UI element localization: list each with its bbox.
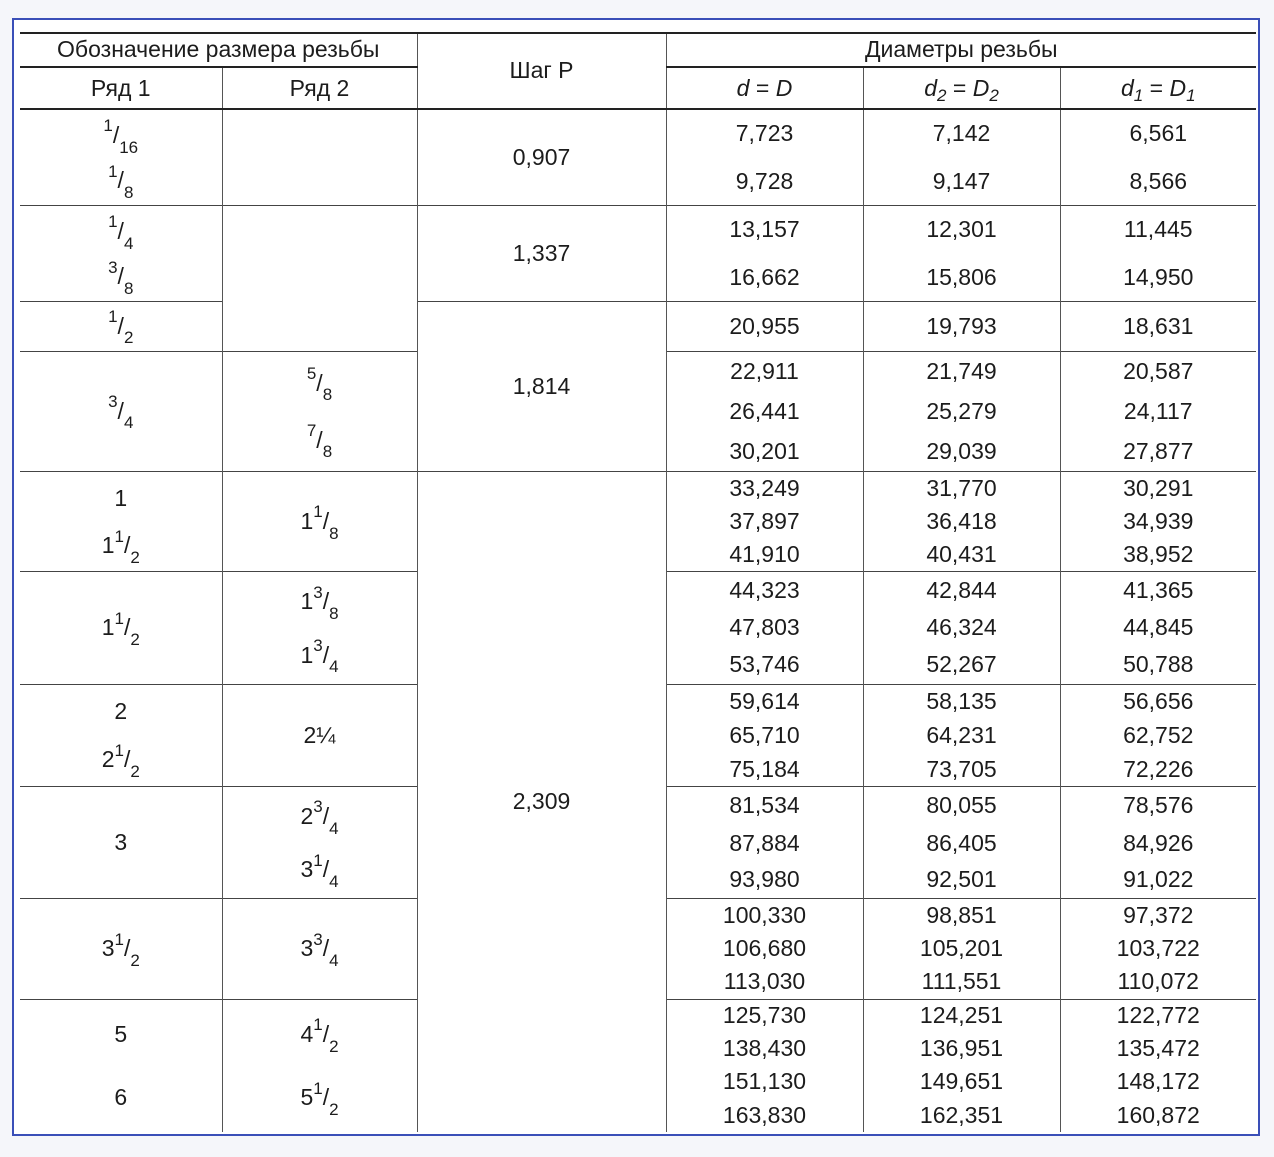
cell-d1: 38,952	[1123, 540, 1194, 567]
thread-table	[20, 32, 1256, 1132]
pitch-cell: 2,309	[417, 472, 666, 1132]
cell-d2: 80,055	[863, 787, 1060, 825]
row1-cell	[20, 206, 222, 302]
cell-d2: 73,705	[863, 752, 1060, 786]
row2-cell	[222, 572, 417, 684]
cell-d1: 27,877	[1123, 437, 1194, 464]
cell-d: 125,730	[666, 999, 863, 1032]
pitch-cell: 1,814	[417, 302, 666, 472]
cell-d2: 46,324	[863, 609, 1060, 646]
row2-cell	[222, 351, 417, 471]
row1-cell: 5 6	[20, 999, 222, 1132]
cell-d: 41,910	[666, 538, 863, 572]
cell-d: 163,830	[666, 1099, 863, 1132]
cell-d1: 103,722	[1116, 934, 1200, 961]
cell-d: 30,201	[666, 431, 863, 471]
cell-d1: 41,365	[1060, 572, 1256, 609]
cell-d1: 91,022	[1123, 866, 1194, 893]
cell-d2: 124,251	[863, 999, 1060, 1032]
row1-cell	[20, 109, 222, 205]
fraction: $2^1/_2$	[101, 740, 140, 781]
d2-eq-D2-header: $d_2 = D_2$	[863, 67, 1060, 109]
cell-d: 81,534	[666, 787, 863, 825]
cell-d1: 6,561	[1060, 109, 1256, 157]
cell-d: 138,430	[666, 1032, 863, 1065]
fraction: $1^1/_2$	[101, 608, 140, 649]
cell-d1: 62,752	[1123, 721, 1194, 748]
row2-cell	[222, 999, 417, 1132]
cell-d2: 64,231	[863, 718, 1060, 752]
cell-d: 113,030	[666, 965, 863, 999]
table-row	[20, 109, 1256, 157]
row1-cell: 3	[20, 787, 222, 899]
cell-d2: 9,147	[863, 157, 1060, 205]
row2-header: Ряд 2	[222, 67, 417, 109]
pitch-cell: 1,337	[417, 206, 666, 302]
cell-d2: 105,201	[863, 932, 1060, 965]
fraction: $3^1/_4$	[300, 850, 339, 891]
table-row	[20, 302, 1256, 351]
table-row	[20, 206, 1256, 254]
cell-d1: 56,656	[1060, 684, 1256, 718]
fraction: $1^3/_8$	[300, 582, 339, 623]
cell-d: 22,911	[666, 351, 863, 391]
row1-cell: 1 $1^1/_2$	[20, 472, 222, 572]
fraction: $1^1/_2$	[101, 526, 140, 567]
cell-d1: 30,291	[1060, 472, 1256, 505]
cell-d1: 20,587	[1060, 351, 1256, 391]
cell-d2: 111,551	[863, 965, 1060, 999]
cell-d: 33,249	[666, 472, 863, 505]
d-eq-D-header: d = D	[666, 67, 863, 109]
cell-d1: 72,226	[1123, 755, 1194, 782]
cell-d: 65,710	[666, 718, 863, 752]
row2-cell	[222, 899, 417, 999]
cell-d1: 160,872	[1116, 1101, 1200, 1128]
cell-d2: 86,405	[863, 825, 1060, 862]
fraction: $^1/_8$	[108, 161, 134, 202]
cell-d2: 162,351	[863, 1099, 1060, 1132]
row2-cell	[222, 109, 417, 205]
cell-d: 44,323	[666, 572, 863, 609]
cell-d2: 31,770	[863, 472, 1060, 505]
cell-d2: 52,267	[863, 646, 1060, 684]
fraction: $4^1/_2$	[300, 1015, 339, 1056]
cell-d1: 18,631	[1060, 302, 1256, 351]
cell-d1: 34,939	[1123, 507, 1194, 534]
cell-d: 7,723	[666, 109, 863, 157]
fraction: $^1/_{16}$	[103, 116, 139, 157]
d1-eq-D1-header: $d_1 = D_1$	[1060, 67, 1256, 109]
row1-cell: 2 $2^1/_2$	[20, 684, 222, 786]
cell-d2: 7,142	[863, 109, 1060, 157]
row2-cell	[222, 206, 417, 352]
cell-d: 53,746	[666, 646, 863, 684]
cell-d1: 135,472	[1116, 1035, 1200, 1062]
fraction: $^7/_8$	[306, 421, 333, 462]
cell-d: 93,980	[666, 862, 863, 899]
cell-d2: 12,301	[863, 206, 1060, 254]
cell-d2: 36,418	[863, 505, 1060, 538]
cell-d: 87,884	[666, 825, 863, 862]
row1-header: Ряд 1	[20, 67, 222, 109]
cell-d2: 40,431	[863, 538, 1060, 572]
cell-d2: 136,951	[863, 1032, 1060, 1065]
cell-d1: 24,117	[1123, 397, 1193, 424]
fraction: $3^1/_2$	[101, 929, 140, 971]
cell-d2: 149,651	[863, 1065, 1060, 1098]
row2-cell: 2¼	[222, 684, 417, 786]
cell-d: 151,130	[666, 1065, 863, 1098]
cell-d: 37,897	[666, 505, 863, 538]
fraction: $1^3/_4$	[300, 635, 339, 677]
cell-d1: 97,372	[1060, 899, 1256, 932]
cell-d1: 14,950	[1123, 263, 1194, 290]
row1-cell	[20, 351, 222, 471]
cell-d: 59,614	[666, 684, 863, 718]
row2-cell	[222, 472, 417, 572]
fraction: $1^1/_8$	[300, 502, 339, 543]
cell-d: 16,662	[666, 254, 863, 302]
row1-cell	[20, 899, 222, 999]
cell-d: 13,157	[666, 206, 863, 254]
cell-d: 9,728	[666, 157, 863, 205]
table-row	[20, 472, 1256, 505]
fraction: $2^3/_4$	[300, 797, 339, 838]
cell-d1: 78,576	[1060, 787, 1256, 825]
cell-d: 75,184	[666, 752, 863, 786]
designation-header: Обозначение размера резьбы	[20, 33, 417, 67]
cell-d1: 110,072	[1117, 968, 1199, 995]
cell-d: 26,441	[666, 391, 863, 431]
fraction: $5^1/_2$	[300, 1078, 339, 1120]
diameters-header: Диаметры резьбы	[666, 33, 1256, 67]
cell-d2: 25,279	[863, 391, 1060, 431]
cell-d1: 8,566	[1129, 167, 1188, 194]
cell-d1: 11,445	[1060, 206, 1256, 254]
cell-d: 100,330	[666, 899, 863, 932]
pitch-cell: 0,907	[417, 109, 666, 205]
cell-d: 20,955	[666, 302, 863, 351]
cell-d: 106,680	[666, 932, 863, 965]
cell-d2: 42,844	[863, 572, 1060, 609]
row2-cell	[222, 787, 417, 899]
cell-d2: 19,793	[863, 302, 1060, 351]
row1-cell	[20, 572, 222, 684]
fraction: $3^3/_4$	[300, 929, 339, 971]
cell-d1: 44,845	[1123, 613, 1194, 640]
fraction: $^1/_4$	[108, 212, 134, 253]
cell-d2: 29,039	[863, 431, 1060, 471]
fraction: $^1/_2$	[108, 307, 134, 348]
row1-cell	[20, 302, 222, 351]
cell-d: 47,803	[666, 609, 863, 646]
fraction: $^3/_4$	[108, 392, 134, 433]
cell-d1: 122,772	[1060, 999, 1256, 1032]
cell-d2: 92,501	[863, 862, 1060, 899]
cell-d1: 84,926	[1123, 829, 1194, 856]
cell-d1: 148,172	[1116, 1068, 1200, 1095]
pitch-header: Шаг Р	[417, 33, 666, 109]
cell-d1: 50,788	[1123, 651, 1194, 678]
cell-d2: 15,806	[863, 254, 1060, 302]
table-frame	[12, 18, 1260, 1136]
cell-d2: 21,749	[863, 351, 1060, 391]
cell-d2: 58,135	[863, 684, 1060, 718]
cell-d2: 98,851	[863, 899, 1060, 932]
fraction: $^5/_8$	[306, 363, 333, 405]
fraction: $^3/_8$	[108, 257, 134, 298]
